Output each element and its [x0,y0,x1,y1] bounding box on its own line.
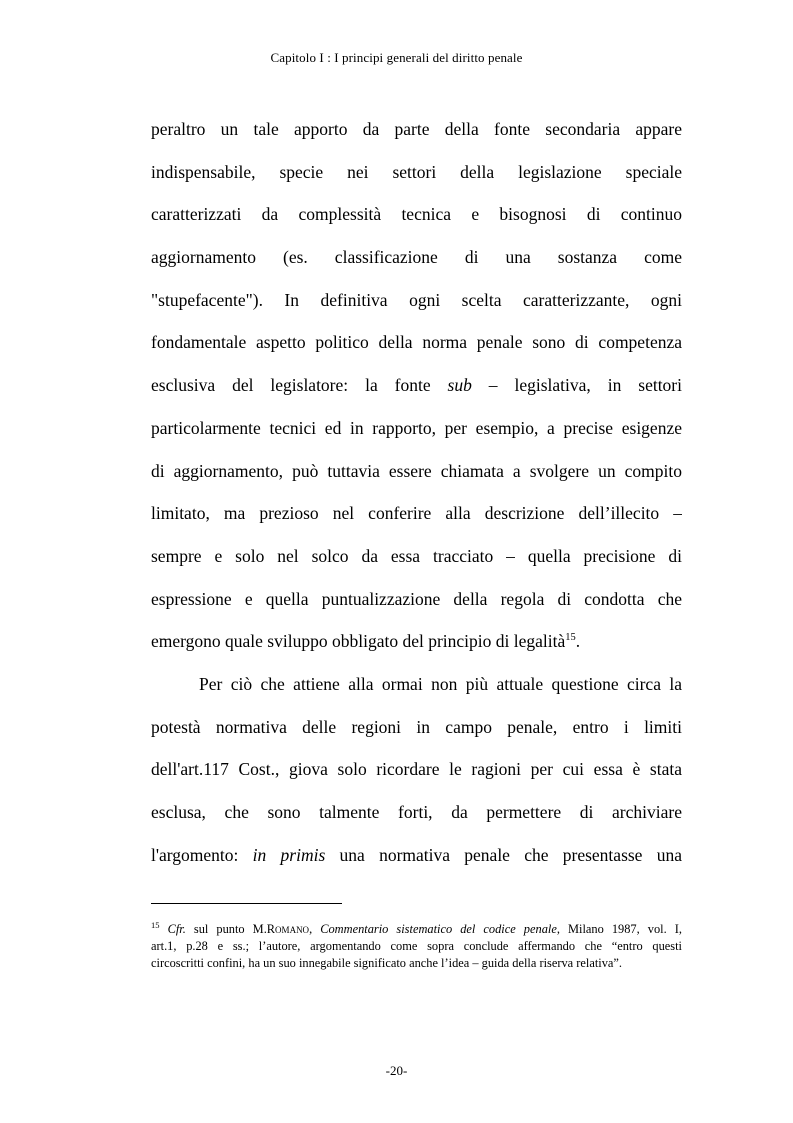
footnote-number: 15 [151,921,160,930]
text-line: fondamentale aspetto politico della norma penale sono di competenza [151,332,682,353]
text-line: potestà normativa delle regioni in campo penale, entro i limiti [151,716,682,737]
footnote-separator [151,903,342,904]
footnote-work-title: Commentario sistematico del codice penale [320,922,557,936]
italic-term: in primis [252,844,326,865]
body-text [151,108,682,876]
text-line: di aggiornamento, può tuttavia essere chiamata a svolgere un compito [151,460,682,481]
text-line: esclusiva del legislatore: la fonte sub – legislativa, in settori [151,375,682,396]
running-header: Capitolo I : I principi generali del diritto penale [270,50,523,65]
footnote [151,921,682,972]
footnote-line: $^{15}$ Cfr. sul punto M.Romano, Commentario sistematico del codice penale, Milano 1987, vol. I, [151,921,682,936]
italic-term: sub [447,375,472,396]
text-line: dell'art.117 Cost., giova solo ricordare le ragioni per cui essa è stata [151,759,682,780]
text-line: "stupefacente"). In definitiva ogni scelta caratterizzante, ogni [151,289,682,310]
text-line: espressione e quella puntualizzazione della regola di condotta che [151,588,682,609]
footnote-cfr: Cfr. [167,922,186,936]
text-line: peraltro un tale apporto da parte della fonte secondaria appare [151,119,682,139]
text-line: esclusa, che sono talmente forti, da permettere di archiviare [151,802,682,822]
text-line: limitato, ma prezioso nel conferire alla descrizione dell’illecito – [151,503,682,524]
footnote-author: Romano [266,922,310,936]
text-line: indispensabile, specie nei settori della legislazione speciale [151,161,682,182]
text-line: l'argomento: in primis una normativa penale che presentasse una [151,844,682,865]
text-line: aggiornamento (es. classificazione di una sostanza come [151,247,682,268]
page-number: -20- [385,1063,408,1078]
text-line: Per ciò che attiene alla ormai non più attuale questione circa la [199,673,682,694]
footnote-line: art.1, p.28 e ss.; l’autore, argomentando come sopra conclude affermando che “entro questi [151,939,682,953]
text-line: particolarmente tecnici ed in rapporto, per esempio, a precise esigenze [151,417,682,438]
footnote-reference[interactable]: 15 [565,632,576,644]
text-line: caratterizzati da complessità tecnica e bisognosi di continuo [151,204,682,225]
text-line: sempre e solo nel solco da essa tracciato – quella precisione di [151,545,682,566]
footnote-line: circoscritti confini, ha un suo innegabile significato anche l’idea – guida della riserva relativa”. [151,956,623,970]
text-line: emergono quale sviluppo obbligato del principio di legalità$^{15}$. [151,631,581,652]
